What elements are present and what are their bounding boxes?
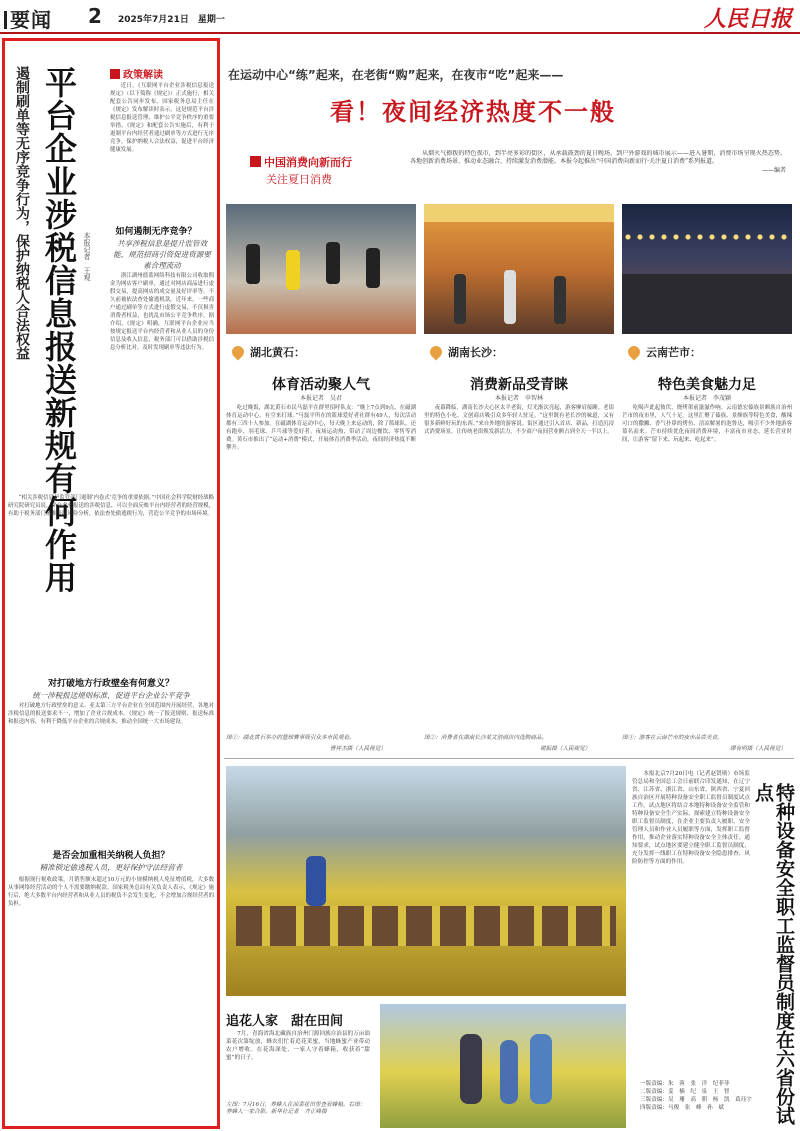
question-3: 是否会加重相关纳税人负担？ [52,851,170,861]
story-1-place: 湖北黄石： [232,344,305,360]
article-body-5: 根据现行税收政策，月销售额未超过10万元的小规模纳税人免征增值税，大多数从事网络经营活动的个人不需要缴纳税款。国家税务总局有关负责人表示，《规定》施行后，绝大多数平台内经营者和从业人员的税负不会发生变化，不会增加合规经营者的负担。 [8,877,214,907]
story-2-body: 夜幕降临，湖南长沙天心区太平老街，灯光渐次亮起，游客摩肩接踵。老街里的特色小吃、文创商店吸引众多年轻人驻足。“这里既有老长沙的味道，又有很多新鲜好玩的东西。”来自外地的游客说。街区通过引入首店、新品，打造沉浸式消费场景，让传统老街焕发新活力，不少商户夜间营业额占到全天一半以上。 [424,405,614,435]
feature-headline: 看！夜间经济热度不一般 [330,98,616,126]
story-3-credit: 缪有明摄（人民视觉） [730,746,786,752]
article-headline: 平台企业涉税信息报送新规有何作用 [40,66,78,594]
story-2-title: 消费新品受青睐 [470,377,568,393]
newspaper-logo: 人民日报 [703,6,792,32]
article-subhead: 遏制刷单等无序竞争行为，保护纳税人合法权益 [14,66,30,360]
question-1: 如何遏制无序竞争？ [115,227,197,237]
story-2-byline: 本报记者 申智林 [494,395,543,402]
article-body-4: 对打破地方行政壁垒的意义。亚太第三方平台企业在全国范围内开展经营，各地对涉税信息的报送要求不一，增加了企业合规成本。《规定》统一了报送规则、报送标准和报送内容，有利于降低平台企业的合规成本，推动全国统一大市场建设。 [8,703,214,725]
series-icon [250,156,261,167]
question-2: 对打破地方行政壁垒有何意义？ [47,679,174,689]
story-1-body: 吃过晚饭，湖北黄石市民马磊平在群里招呼队友：“晚上7点到9点，在磁湖体育运动中心，有空来打球。”马磊平所在的篮球爱好者社群有49人，每次活动都有三四十人参加。在磁湖体育运动中心，每天晚上来运动的，除了篮球队，还有跑步、羽毛球、乒乓球等爱好者。夜场运动热，带动了周边餐饮、零售等消费。黄石市推出了“运动+消费”模式，开展体育消费季活动，夜间经济热度不断攀升。 [226,405,416,451]
article-byline: 本报记者 王观 [83,232,91,281]
series-tag: 中国消费向新而行 [250,154,352,170]
article-body-2: 浙江湖州德蓝网络科技有限公司收取佣金为网店客户刷单，通过对网店商品进行虚假交易，提高网店的成交量及好评率等。不久前被依法查处偷逃税款。近年来，一些商户通过刷单等方式进行虚假交易，不仅损害消费者权益，也扰乱市场公平竞争秩序。据介绍，《规定》明确，互联网平台企业应当按规定报送平台内经营者和从业人员的身份信息及收入信息，税务部门可以借助涉税信息分析比对，及时发现刷单等违法行为。 [110,273,214,351]
safety-story-body: 本报北京7月20日电（记者赵贤勋）市场监管总局和全国总工会日前联合印发通知，在辽宁省、江苏省、浙江省、山东省、陕西省、宁夏回族自治区开展特种设备安全职工监督员制度试点工作。试点地区将结合本地特种设备安全监管和特种设备安全生产实际，探索建立特种设备安全职工监督员制度，在企业主要负责人履职、安全管理人员和作业人员履职等方面，发挥职工监督作用，推动企业落实特种设备安全主体责任。通知要求，试点地区要建立健全职工监督员制度，充分发挥一线职工在特种设备安全隐患排查、风险防控等方面的作用。 [632,771,750,865]
photo-shopping-street [424,204,614,334]
story-1-title: 体育活动聚人气 [272,377,370,393]
story-2-caption: 图②：消费者在湖南长沙某文创商店内选购商品。 [424,735,548,741]
safety-story-title: 特种设备安全职工监督员制度在六省份试点 [752,783,795,1125]
series-subtag: 关注夏日消费 [266,173,332,186]
feature-intro: 从烟火气撩拨的特色夜市，到半亮多彩的街区，从承载鼓劲的夏日晚场，到户外游戏的城市展示——进入暑期，消费市场呈现火热态势。各地创新消费场景、推动业态融合，持续激发消费潜能。本报今起推出“中国消费向新而行·关注夏日消费”系列报道。 ——编者 [410,150,786,174]
page-number: 2 [88,4,102,28]
location-pin-icon [626,344,643,361]
section-divider [224,758,794,759]
farm-story-body: 7月，青海省海北藏族自治州门源回族自治县的万亩油菜花次第绽放，蜂农们忙着追花采蜜，当地蜂蜜产业带动农户增收。在花海深处，一家人守着蜂箱，收获着“甜蜜”的日子。 [226,1031,370,1061]
farm-story-caption: 左图：7月16日，养蜂人在油菜花田里查看蜂箱。右图：养蜂人一家合影。新华社记者 齐正峰摄 [226,1102,366,1115]
photo-bee-farm [226,766,626,996]
story-2-credit: 谢振摄（人民视觉） [540,746,591,752]
section-name: 要闻 [4,4,52,33]
feature-topline: 在运动中心“练”起来，在老街“购”起来，在夜市“吃”起来—— [228,68,564,82]
question-3-deck: 精准锁定偷逃税人员，更好保护守法经营者 [39,863,183,872]
kicker-icon [110,69,120,79]
issue-date: 2025年7月21日 星期一 [118,15,225,25]
article-body-1: 近日，《互联网平台企业涉税信息报送规定》（以下简称《规定》）正式施行，相关配套公告同步发布。国家税务总局主任在《规定》发布解读时表示，这是规范平台涉税信息报送管理、维护公平竞争秩序的重要举措。《规定》和配套公告实施后，有利于遏制平台内经营者通过刷单等方式进行无序竞争，保护纳税人合法权益，促进平台经济健康发展。 [110,83,214,153]
story-1-caption: 图①：湖北黄石举办的篮球赛事吸引众多市民观看。 [226,735,355,741]
question-2-deck: 统一涉税报送规则标准，促进平台企业公平竞争 [32,691,190,700]
photo-basketball [226,204,416,334]
story-2-place: 湖南长沙： [430,344,503,360]
story-1-byline: 本报记者 吴君 [299,395,342,402]
story-3-place: 云南芒市： [628,344,701,360]
page-header [0,0,800,34]
question-1-deck: 共享涉税信息是提升监管效能，规范招商引资促进资源要素合理流动 [113,239,211,270]
policy-kicker: 政策解读 [110,66,163,81]
story-3-byline: 本报记者 李茂颖 [682,395,731,402]
editor-credits: 一版责编：朱 蓉 张 洋 纪菲菲 二版责编：姜 楠 纪 泉 王 智 三版责编：吴 珊 高 朝 杨 凯 葛珏宇 四版责编：马俊 张 峰 孙 斌 [640,1081,752,1111]
location-pin-icon [230,344,247,361]
location-pin-icon [428,344,445,361]
article-body-3: “相关涉税信息是监管部门遏制‘内卷式’竞争的重要依据。”中国社会科学院财经战略研究院研究员说，平台企业报送的涉税信息，可以全面反映平台内经营者的经营规模，有助于税务部门精准开展风险分析，依法查处偷逃税行为，营造公平竞争的市场环境。 [8,495,214,517]
story-3-caption: 图③：游客在云南芒市的夜市品尝美食。 [622,735,723,741]
story-3-body: 吃喝声此起彼伏，烧烤架前滋滋作响。云南德宏傣族景颇族自治州芒市的夜市里，人气十足。这里汇聚了傣族、景颇族等特色美食，酸辣可口的撒撇、香气扑鼻的烤鱼、清凉解暑的泡鲁达，吸引不少外地游客慕名而来。芒市持续优化夜间消费环境，丰富夜市业态，延长营业时间，让游客“留下来、玩起来、吃起来”。 [622,405,792,443]
farm-story-title: 追花人家 甜在田间 [226,1014,344,1029]
photo-night-market [622,204,792,334]
photo-beekeeper-family [380,1004,626,1128]
story-3-title: 特色美食魅力足 [658,377,756,393]
story-1-credit: 曹祥杰摄（人民视觉） [330,746,386,752]
